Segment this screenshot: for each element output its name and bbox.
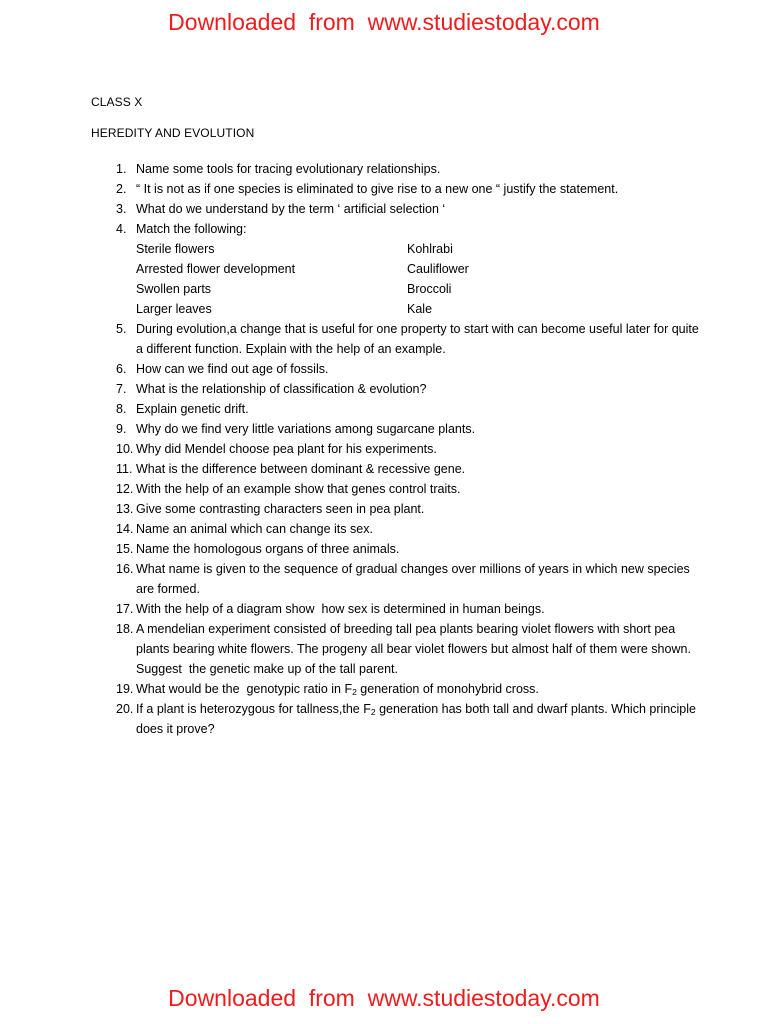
match-right-item: Broccoli (407, 282, 452, 296)
question-item (103, 499, 703, 519)
question-number: 15. (116, 542, 134, 556)
question-text: If a plant is heterozygous for tallness,the $F_2$ generation has both tall and dwarf plants. Which principle does it prove? (136, 702, 700, 736)
match-row (103, 239, 703, 259)
topic-title: HEREDITY AND EVOLUTION (91, 126, 255, 140)
question-number: 3. (116, 202, 127, 216)
question-text: What would be the genotypic ratio in $F_2$ generation of monohybrid cross. (136, 682, 539, 697)
question-item (103, 179, 703, 199)
download-banner-bottom: Downloaded from www.studiestoday.com (168, 985, 600, 1011)
question-text: Why do we find very little variations among sugarcane plants. (136, 422, 476, 436)
question-text: What name is given to the sequence of gradual changes over millions of years in which new species are formed. (136, 562, 694, 596)
question-item (103, 219, 703, 239)
question-number: 6. (116, 362, 127, 376)
question-number: 13. (116, 502, 134, 516)
question-number: 2. (116, 182, 127, 196)
question-text: A mendelian experiment consisted of breeding tall pea plants bearing violet flowers with short pea plants bearing white flowers. The progeny all bear violet flowers but almost half of them were shown. Suggest the genetic make up of the tall parent. (136, 622, 698, 676)
question-item (103, 319, 703, 359)
question-item (103, 359, 703, 379)
match-row (103, 299, 703, 319)
question-item (103, 599, 703, 619)
question-number: 16. (116, 562, 134, 576)
question-item (103, 679, 703, 699)
question-text: Give some contrasting characters seen in pea plant. (136, 502, 425, 516)
question-text: Match the following: (136, 222, 247, 236)
question-number: 4. (116, 222, 127, 236)
question-text: Name an animal which can change its sex. (136, 522, 373, 536)
question-item (103, 419, 703, 439)
question-number: 11. (116, 462, 133, 476)
question-item (103, 559, 703, 599)
question-text: How can we find out age of fossils. (136, 362, 329, 376)
question-number: 7. (116, 382, 127, 396)
question-item (103, 199, 703, 219)
question-item (103, 539, 703, 559)
question-text: With the help of a diagram show how sex is determined in human beings. (136, 602, 545, 616)
question-text: With the help of an example show that genes control traits. (136, 482, 461, 496)
question-item (103, 159, 703, 179)
question-text: “ It is not as if one species is eliminated to give rise to a new one “ justify the statement. (136, 182, 619, 196)
class-label: CLASS X (91, 95, 143, 109)
question-number: 12. (116, 482, 134, 496)
question-number: 14. (116, 522, 134, 536)
question-number: 20. (116, 702, 134, 716)
question-text: What do we understand by the term ‘ artificial selection ‘ (136, 202, 446, 216)
question-text: During evolution,a change that is useful for one property to start with can become useful later for quite a different function. Explain with the help of an example. (136, 322, 703, 356)
match-row (103, 259, 703, 279)
match-row (103, 279, 703, 299)
question-item (103, 439, 703, 459)
question-text: Name the homologous organs of three animals. (136, 542, 400, 556)
question-list (103, 159, 703, 739)
question-number: 10. (116, 442, 134, 456)
question-number: 8. (116, 402, 127, 416)
question-text: Explain genetic drift. (136, 402, 249, 416)
match-right-item: Kohlrabi (407, 242, 453, 256)
question-number: 9. (116, 422, 127, 436)
download-banner-top: Downloaded from www.studiestoday.com (168, 9, 600, 35)
match-right-item: Cauliflower (407, 262, 469, 276)
question-item (103, 619, 703, 679)
question-number: 1. (116, 162, 127, 176)
question-text: What is the relationship of classification & evolution? (136, 382, 427, 396)
match-left-item: Arrested flower development (136, 262, 296, 276)
question-number: 19. (116, 682, 134, 696)
question-text: Why did Mendel choose pea plant for his experiments. (136, 442, 437, 456)
question-number: 5. (116, 322, 127, 336)
match-left-item: Larger leaves (136, 302, 212, 316)
question-item (103, 699, 703, 739)
question-number: 18. (116, 622, 134, 636)
question-item (103, 399, 703, 419)
match-right-item: Kale (407, 302, 433, 316)
question-item (103, 479, 703, 499)
question-text: What is the difference between dominant & recessive gene. (136, 462, 466, 476)
question-number: 17. (116, 602, 134, 616)
question-item (103, 519, 703, 539)
match-left-item: Sterile flowers (136, 242, 215, 256)
match-left-item: Swollen parts (136, 282, 212, 296)
question-text: Name some tools for tracing evolutionary relationships. (136, 162, 441, 176)
question-item (103, 379, 703, 399)
question-item (103, 459, 703, 479)
